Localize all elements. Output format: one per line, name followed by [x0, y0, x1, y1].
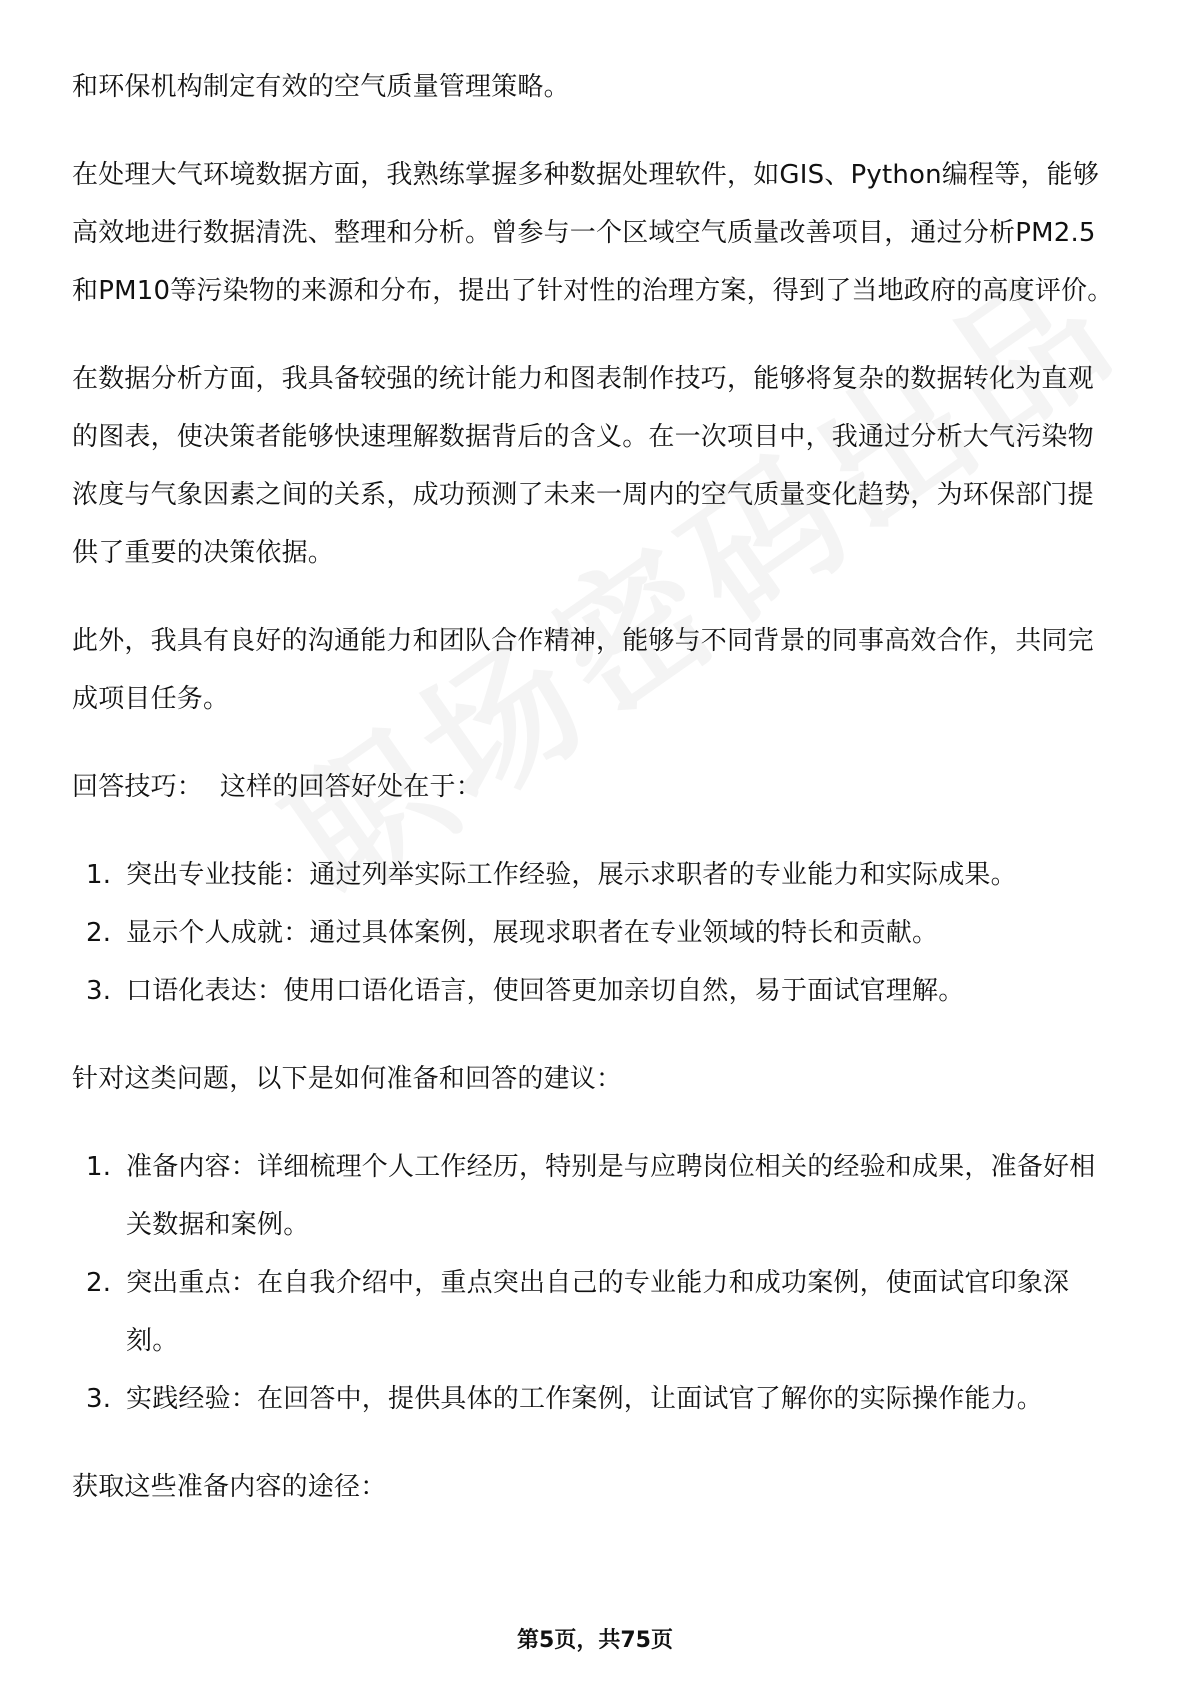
list-item: [72, 904, 1118, 962]
list-text: 准备内容：详细梳理个人工作经历，特别是与应聘岗位相关的经验和成果，准备好相关数据和案例。: [126, 1152, 1096, 1240]
document-body: [72, 58, 1118, 1546]
advice-list: [72, 1138, 1118, 1428]
list-item: [72, 1138, 1118, 1254]
paragraph: 此外，我具有良好的沟通能力和团队合作精神，能够与不同背景的同事高效合作，共同完成项目任务。: [72, 626, 1094, 714]
list-text: 显示个人成就：通过具体案例，展现求职者在专业领域的特长和贡献。: [126, 918, 939, 948]
list-number: 1.: [86, 860, 112, 890]
list-item: [72, 1254, 1118, 1370]
list-number: 2.: [86, 1268, 112, 1298]
tips-list: [72, 846, 1118, 1020]
list-item: [72, 846, 1118, 904]
page-footer: 第5页，共75页: [517, 1628, 673, 1653]
list-item: [72, 962, 1118, 1020]
tips-heading: 回答技巧： 这样的回答好处在于：: [72, 772, 482, 802]
list-number: 3.: [86, 976, 112, 1006]
paragraph: 在数据分析方面，我具备较强的统计能力和图表制作技巧，能够将复杂的数据转化为直观的图表，使决策者能够快速理解数据背后的含义。在一次项目中，我通过分析大气污染物浓度与气象因素之间的关系，成功预测了未来一周内的空气质量变化趋势，为环保部门提供了重要的决策依据。: [72, 364, 1094, 568]
list-text: 突出重点：在自我介绍中，重点突出自己的专业能力和成功案例，使面试官印象深刻。: [126, 1268, 1070, 1356]
paragraph: 和环保机构制定有效的空气质量管理策略。: [72, 72, 570, 102]
list-text: 实践经验：在回答中，提供具体的工作案例，让面试官了解你的实际操作能力。: [126, 1384, 1044, 1414]
list-number: 1.: [86, 1152, 112, 1182]
list-text: 口语化表达：使用口语化语言，使回答更加亲切自然，易于面试官理解。: [126, 976, 965, 1006]
list-item: [72, 1370, 1118, 1428]
list-number: 3.: [86, 1384, 112, 1414]
list-number: 2.: [86, 918, 112, 948]
advice-heading: 针对这类问题，以下是如何准备和回答的建议：: [72, 1064, 623, 1094]
list-text: 突出专业技能：通过列举实际工作经验，展示求职者的专业能力和实际成果。: [126, 860, 1017, 890]
sources-heading: 获取这些准备内容的途径：: [72, 1472, 387, 1502]
paragraph: 在处理大气环境数据方面，我熟练掌握多种数据处理软件，如GIS、Python编程等，能够高效地进行数据清洗、整理和分析。曾参与一个区域空气质量改善项目，通过分析PM2.5和PM10等污染物的来源和分布，提出了针对性的治理方案，得到了当地政府的高度评价。: [72, 160, 1114, 306]
